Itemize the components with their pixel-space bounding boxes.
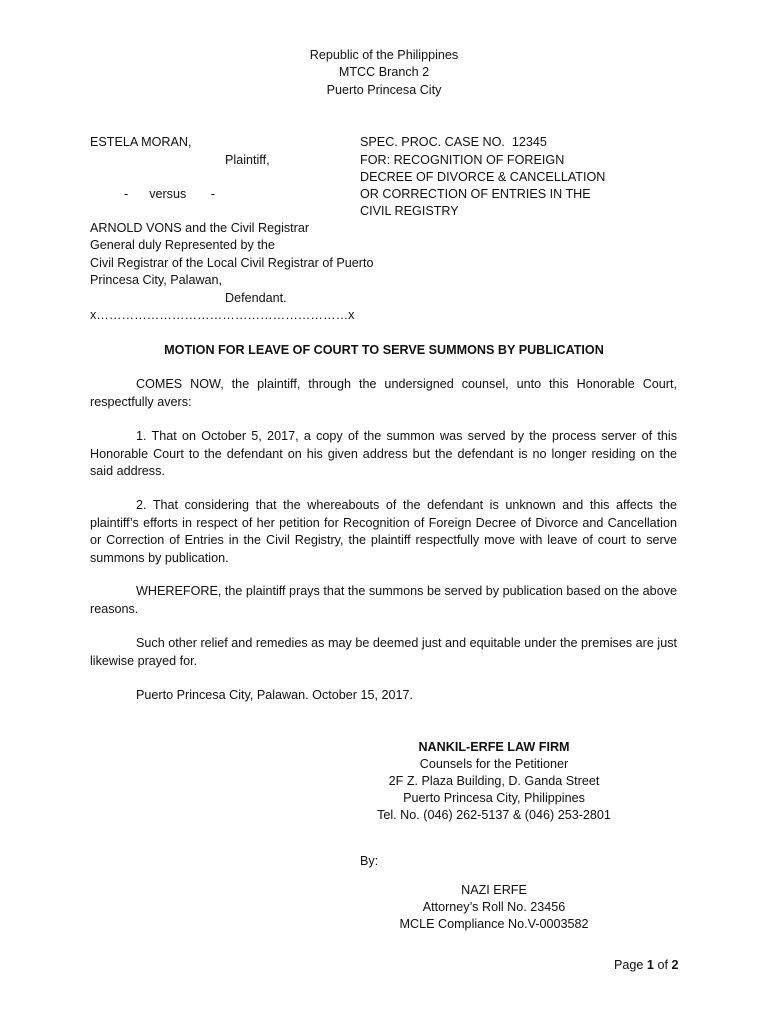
paragraph-two: 2. That considering that the whereabouts of the defendant is unknown and this affects the plaintiff’s efforts in respect of her petition for Recognition of Foreign Decree of Divorce and Cancellation or Correction of Entries in the Civil Registry, the plaintiff respectfully move with leave of court to serve summons by publication. bbox=[90, 498, 677, 565]
attorney-roll-number: Attorney’s Roll No. 23456 bbox=[422, 900, 566, 914]
of-word: of bbox=[657, 958, 668, 972]
defendant-line: General duly Represented by the bbox=[90, 238, 275, 252]
place-and-date: Puerto Princesa City, Palawan. October 15, 2017. bbox=[136, 688, 413, 702]
paragraph-comes-now: COMES NOW, the plaintiff, through the undersigned counsel, unto this Honorable Court, respectfully avers: bbox=[90, 377, 677, 409]
paragraph-other-relief: Such other relief and remedies as may be deemed just and equitable under the premises are just likewise prayed for. bbox=[90, 636, 677, 668]
case-for-line: DECREE OF DIVORCE & CANCELLATION bbox=[360, 170, 606, 184]
mcle-compliance-number: MCLE Compliance No.V-0003582 bbox=[399, 917, 589, 931]
defendant-line: Princesa City, Palawan, bbox=[90, 273, 223, 287]
firm-address-2: Puerto Princesa City, Philippines bbox=[403, 791, 585, 805]
defendant-label: Defendant. bbox=[225, 291, 287, 305]
firm-role: Counsels for the Petitioner bbox=[419, 757, 569, 771]
plaintiff-label: Plaintiff, bbox=[225, 153, 270, 167]
by-label: By: bbox=[360, 854, 379, 868]
firm-name: NANKIL-ERFE LAW FIRM bbox=[418, 740, 570, 754]
case-for-line: CIVIL REGISTRY bbox=[360, 204, 459, 218]
defendant-line: Civil Registrar of the Local Civil Registrar of Puerto bbox=[90, 256, 374, 270]
page-total: 2 bbox=[671, 958, 679, 972]
case-number: SPEC. PROC. CASE NO. 12345 bbox=[360, 135, 547, 149]
firm-telephone: Tel. No. (046) 262-5137 & (046) 253-2801 bbox=[377, 808, 611, 822]
versus-label: - versus - bbox=[124, 187, 215, 201]
plaintiff-name: ESTELA MORAN, bbox=[90, 135, 192, 149]
attorney-name: NAZI ERFE bbox=[461, 883, 527, 897]
paragraph-wherefore: WHEREFORE, the plaintiff prays that the summons be served by publication based on the above reasons. bbox=[90, 584, 677, 616]
firm-address-1: 2F Z. Plaza Building, D. Ganda Street bbox=[388, 774, 600, 788]
caption-separator: x……………………………………………………x bbox=[90, 308, 355, 322]
case-for-line: OR CORRECTION OF ENTRIES IN THE bbox=[360, 187, 591, 201]
header-city: Puerto Princesa City bbox=[326, 83, 442, 97]
paragraph-one: 1. That on October 5, 2017, a copy of the summon was served by the process server of this Honorable Court to the defendant on his given address but the defendant is no longer residing on the said address. bbox=[90, 429, 677, 478]
document-title: MOTION FOR LEAVE OF COURT TO SERVE SUMMONS BY PUBLICATION bbox=[164, 343, 604, 357]
page-number: 1 bbox=[646, 958, 654, 972]
case-for-line: FOR: RECOGNITION OF FOREIGN bbox=[360, 153, 565, 167]
defendant-line: ARNOLD VONS and the Civil Registrar bbox=[90, 221, 310, 235]
header-branch: MTCC Branch 2 bbox=[338, 65, 430, 79]
page-word: Page bbox=[614, 958, 644, 972]
header-republic: Republic of the Philippines bbox=[309, 48, 459, 62]
page-indicator bbox=[614, 957, 678, 974]
